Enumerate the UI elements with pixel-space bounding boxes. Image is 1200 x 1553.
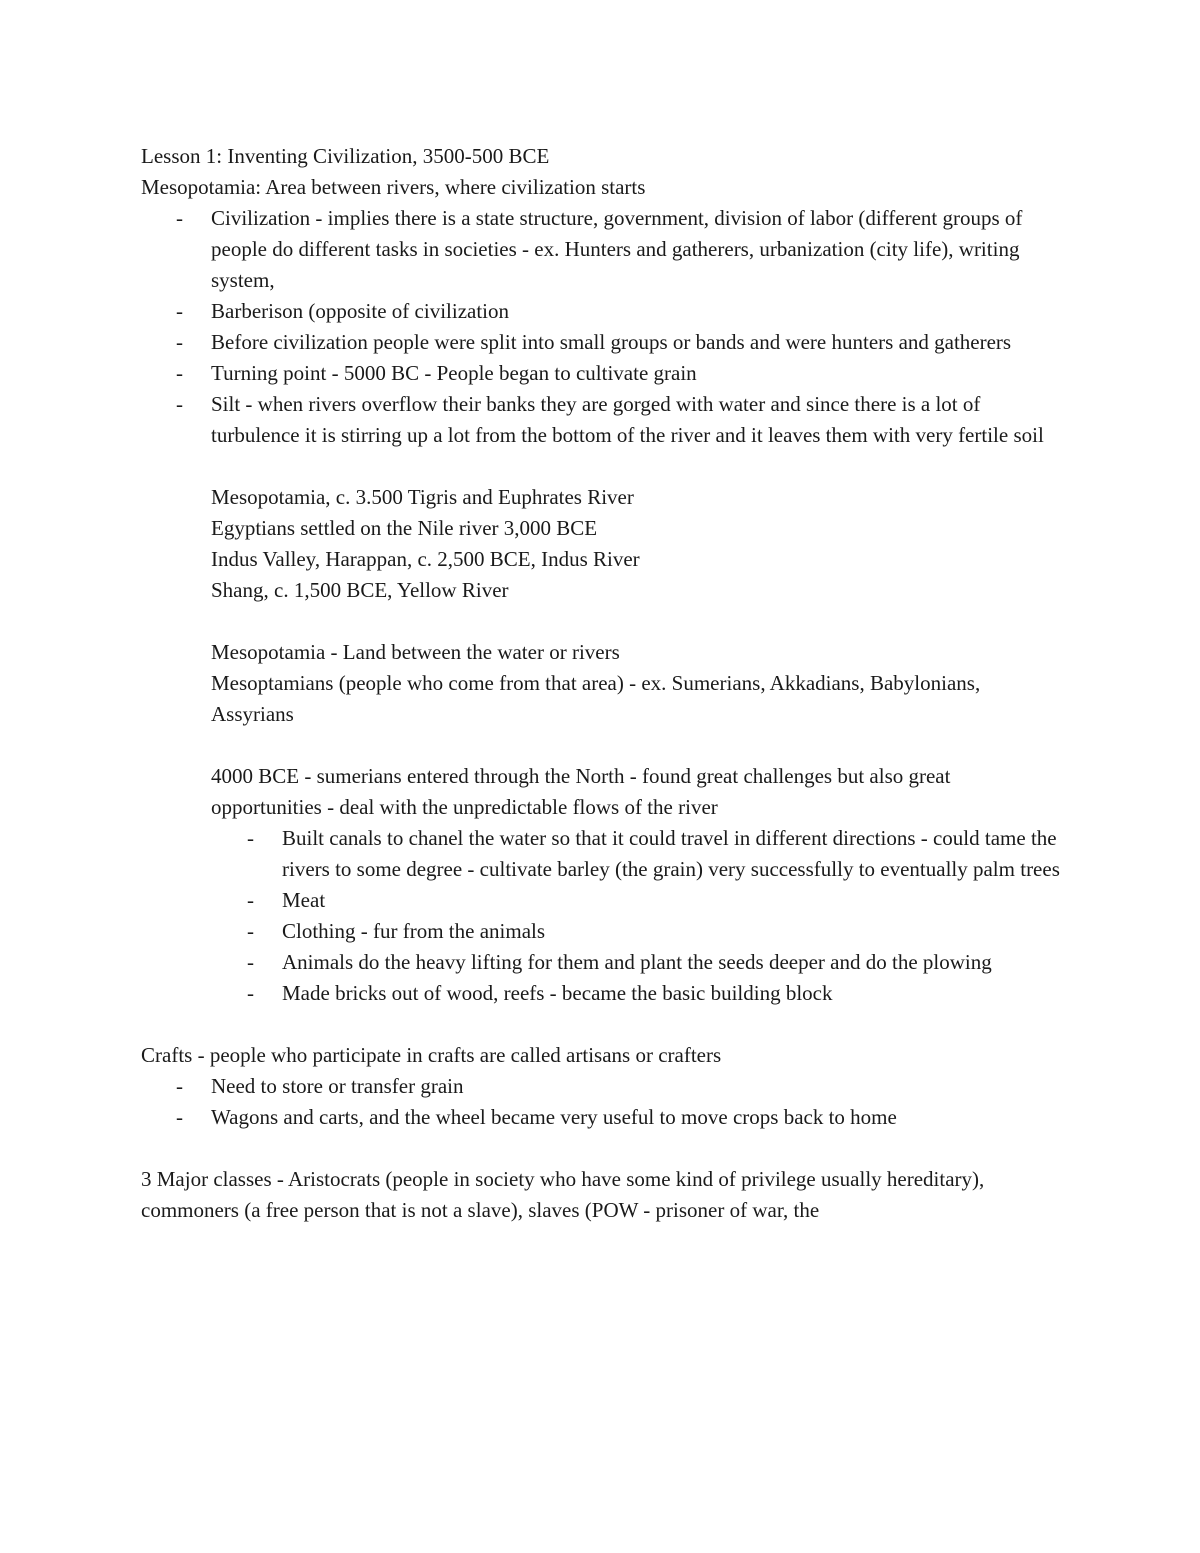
rivers-block: [141, 482, 1061, 606]
list-item: - Before civilization people were split into small groups or bands and were hunters and gatherers: [141, 327, 1061, 358]
list-item: - Built canals to chanel the water so that it could travel in different directions - could tame the rivers to some degree - cultivate barley (the grain) very successfully to eventually palm trees: [141, 823, 1061, 885]
civilization-bullet-list: [141, 203, 1061, 451]
river-line: Egyptians settled on the Nile river 3,000 BCE: [211, 516, 598, 540]
list-item: - Civilization - implies there is a state structure, government, division of labor (different groups of people do different tasks in societies - ex. Hunters and gatherers, urbanization (city life), writing system,: [141, 203, 1061, 296]
lesson-title: Lesson 1: Inventing Civilization, 3500-500 BCE: [141, 144, 550, 168]
list-item: - Wagons and carts, and the wheel became very useful to move crops back to home: [141, 1102, 1061, 1133]
river-line: Mesopotamia, c. 3.500 Tigris and Euphrates River: [211, 485, 634, 509]
river-line: Indus Valley, Harappan, c. 2,500 BCE, Indus River: [211, 547, 640, 571]
crafts-line: Crafts - people who participate in crafts are called artisans or crafters: [141, 1043, 722, 1067]
list-item: - Barberison (opposite of civilization: [141, 296, 1061, 327]
crafts-bullet-list: [141, 1071, 1061, 1133]
list-item: - Clothing - fur from the animals: [141, 916, 1061, 947]
intro-line: Mesopotamia: Area between rivers, where civilization starts: [141, 175, 646, 199]
river-line: Shang, c. 1,500 BCE, Yellow River: [211, 578, 509, 602]
blank-line: [141, 730, 1061, 761]
classes-paragraph: 3 Major classes - Aristocrats (people in society who have some kind of privilege usually hereditary), commoners (a free person that is not a slave), slaves (POW - prisoner of war, the: [141, 1167, 985, 1222]
mesopotamia-block: [141, 637, 1061, 730]
blank-line: [141, 1009, 1061, 1040]
list-item: - Turning point - 5000 BC - People began to cultivate grain: [141, 358, 1061, 389]
sumerians-bullet-list: [141, 823, 1061, 1009]
mesopotamia-definition: Mesopotamia - Land between the water or rivers: [211, 640, 620, 664]
blank-line: [141, 1133, 1061, 1164]
list-item: - Made bricks out of wood, reefs - became the basic building block: [141, 978, 1061, 1009]
list-item: - Need to store or transfer grain: [141, 1071, 1061, 1102]
sumerians-line: 4000 BCE - sumerians entered through the North - found great challenges but also great opportunities - deal with the unpredictable flows of the river: [211, 764, 951, 819]
blank-line: [141, 451, 1061, 482]
sumerians-block: [141, 761, 1061, 823]
list-item: - Animals do the heavy lifting for them and plant the seeds deeper and do the plowing: [141, 947, 1061, 978]
mesopotamians-line: Mesoptamians (people who come from that area) - ex. Sumerians, Akkadians, Babylonians, Assyrians: [211, 671, 981, 726]
blank-line: [141, 606, 1061, 637]
list-item: - Silt - when rivers overflow their banks they are gorged with water and since there is a lot of turbulence it is stirring up a lot from the bottom of the river and it leaves them with very fertile soil: [141, 389, 1061, 451]
list-item: - Meat: [141, 885, 1061, 916]
document-body: [141, 141, 1061, 1226]
